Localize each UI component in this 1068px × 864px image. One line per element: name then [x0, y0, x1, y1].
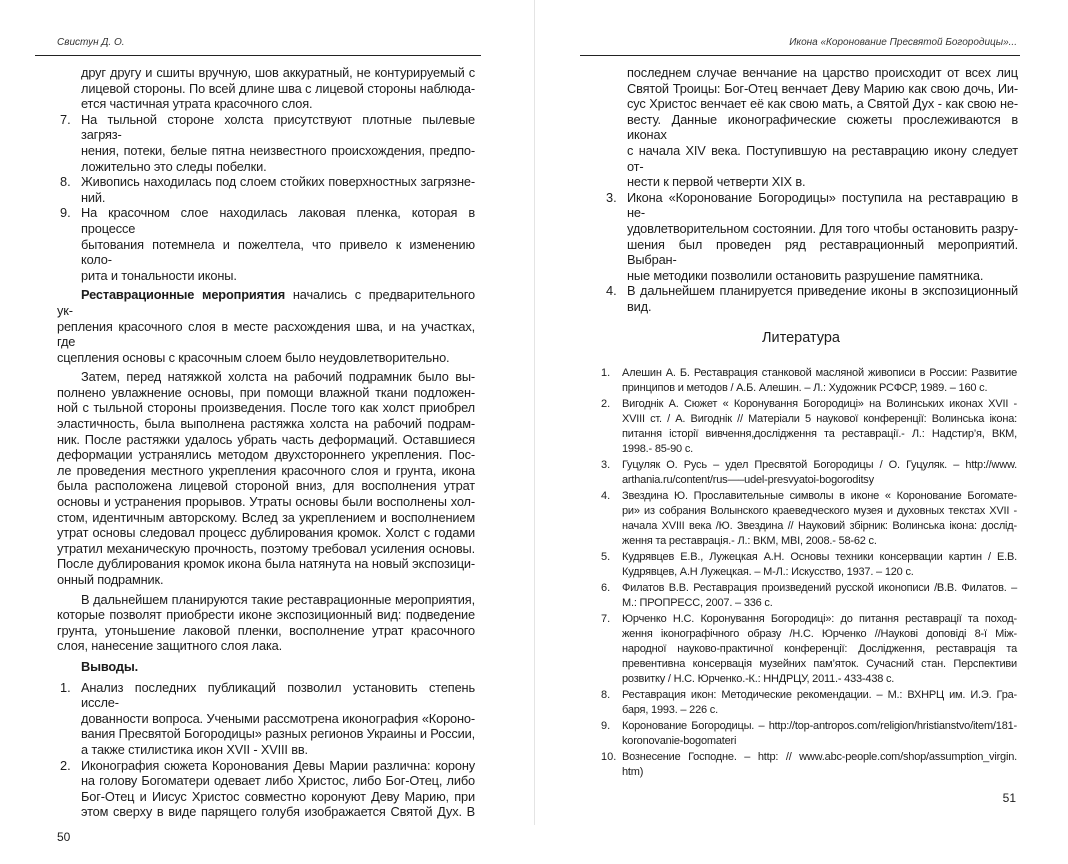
text-line: Юрченко Н.С. Коронування Богородиці»: до питання реставрації та поход-	[622, 612, 1017, 625]
text-line: ний.	[81, 189, 106, 205]
text-line: Икона «Коронование Богородицы» поступила на реставрацию в не-	[627, 189, 1018, 221]
text-line: баря, 1993. – 226 с.	[622, 703, 718, 716]
text-line: ется частичная утрата красочного слоя.	[81, 96, 313, 112]
right-page	[534, 0, 1068, 825]
text-line: Кудрявцев Е.В., Лужецкая А.Н. Основы техники консервации картин / Е.В.	[622, 550, 1017, 563]
text-line: народної науково-практичної конференції: Дослідження, реставрація та	[622, 642, 1017, 655]
left-body-text	[57, 65, 475, 820]
list-item	[57, 174, 475, 205]
bold-term: Реставрационные мероприятия	[81, 287, 286, 303]
list-number: 6.	[601, 581, 611, 594]
list-number: 4.	[606, 283, 617, 299]
list-number: 4.	[601, 489, 611, 502]
reference-item	[601, 397, 1017, 457]
text-line: ле проведения местного укрепления красочного слоя и грунта, икона	[57, 462, 475, 478]
text-line: Алешин А. Б. Реставрация станковой масляной живописи в России: Развитие	[622, 366, 1017, 379]
text-line: Гуцуляк О. Русь – удел Пресвятой Богородицы / О. Гуцуляк. – http://www.	[622, 458, 1017, 471]
text-line: Бог-Отец и Иисус Христос совместно коронуют Деву Марию, при	[81, 788, 475, 804]
reference-item	[601, 489, 1017, 549]
text-line: нести к первой четверти XIX в.	[627, 174, 806, 190]
text-line: Выводы.	[81, 658, 139, 674]
text-line: друг другу и сшиты вручную, шов аккуратный, не контурируемый с	[81, 65, 475, 80]
reference-item	[601, 550, 1017, 580]
text-line: полнено увлажнение основы, при помощи влажной ткани подложен-	[57, 384, 475, 400]
list-item	[603, 283, 1018, 314]
text-line: эластичность, была выполнена растяжка холста на рабочий подрам-	[57, 416, 475, 432]
text-line: ження іконографічного образу /Н.С. Юрченко //Наукові доповіді 8-ї Між-	[622, 627, 1017, 640]
list-item	[603, 190, 1018, 284]
text-line: основы и устранения прорывов. Утраты основы были восполнены хол-	[57, 494, 475, 510]
text-line: arthania.ru/content/rus—–udel-presvyatoi-bogoroditsy	[622, 473, 874, 486]
text-line: ри» из собрания Волынского краеведческого музея и духовных текстах XVII -	[622, 504, 1017, 517]
text-line: Живопись находилась под слоем стойких поверхностных загрязне-	[81, 174, 475, 190]
text-line: рита и тональности иконы.	[81, 267, 237, 283]
text-line: нения, потеки, белые пятна неизвестного происхождения, предпо-	[81, 142, 475, 158]
text-line: Филатов В.В. Реставрация произведений русской иконописи /В.В. Филатов. –	[622, 581, 1017, 594]
text-line: 1998.- 85-90 с.	[622, 442, 693, 455]
text-line: питання історії вивчення,дослідження та реставрації.- Л.: Надстир’я, ВКМ,	[622, 427, 1017, 440]
text-line: грунта, утоньшение лаковой пленки, восполнение утрат красочного	[57, 622, 475, 638]
reference-item	[601, 719, 1017, 749]
page-number: 51	[1002, 790, 1016, 805]
text-line: Святой Троицы: Бог-Отец венчает Деву Марию как свою дочь, Ии-	[627, 80, 1018, 96]
list-number: 1.	[60, 679, 71, 695]
reference-item	[601, 458, 1017, 488]
text-line: деформации устранялись методом двухстороннего укрепления. Пос-	[57, 447, 475, 463]
text-line: последнем случае венчание на царство происходит от всех лиц	[627, 65, 1018, 80]
text-line: вания Пресвятой Богородицы» разных регионов Украины и России,	[81, 726, 475, 742]
reference-item	[601, 581, 1017, 611]
text-line: удовлетворительном состоянии. Для того чтобы остановить разру-	[627, 220, 1018, 236]
list-number: 3.	[606, 189, 617, 205]
list-number: 1.	[601, 366, 611, 379]
text-line: сус Христос венчает её как свою мать, а Святой Дух - как свою не-	[627, 96, 1018, 112]
reference-item	[601, 366, 1017, 396]
literature-heading: Литература	[762, 329, 840, 346]
header-rule	[35, 55, 481, 56]
text-line: Звездина Ю. Прославительные символы в иконе « Коронование Богомате-	[622, 489, 1017, 502]
list-number: 9.	[60, 205, 71, 221]
list-number: 8.	[60, 174, 71, 190]
list-number: 5.	[601, 550, 611, 563]
list-number: 2.	[60, 757, 71, 773]
text-line: превентивна консервація музейних пам’яток. Сучасний стан. Перспективи	[622, 657, 1017, 670]
text-line: дованности вопроса. Учеными рассмотрена иконография «Короно-	[81, 710, 475, 726]
list-number: 2.	[601, 397, 611, 410]
running-header-title: Икона «Коронование Пресвятой Богородицы»...	[789, 37, 1017, 48]
text-line: Кудрявцев, А.Н Лужецкая. – М-Л.: Искусство, 1937. – 120 с.	[622, 565, 914, 578]
text-line: утрат основы следовал процесс дублирования кромок. Холст с годами	[57, 525, 475, 541]
text-line: После дублирования кромок икона была натянута на новый экспозици-	[57, 556, 475, 572]
text-line: На красочном слое находилась лаковая пленка, которая в процессе	[81, 205, 475, 236]
paragraph	[603, 65, 1018, 190]
text-line: Реставрация икон: Методические рекомендации. – М.: ВХНРЦ им. И.Э. Гра-	[622, 688, 1017, 701]
text-line: ложительно это следы побелки.	[81, 158, 267, 174]
text-line: ной с тыльной стороны произведения. После того как холст приобрел	[57, 400, 475, 416]
text-line: слоя, нанесение защитного слоя лака.	[57, 638, 283, 654]
list-number: 8.	[601, 688, 611, 701]
text-line: бытования потемнела и пожелтела, что привело к изменению коло-	[81, 236, 475, 268]
text-line: вид.	[627, 298, 652, 314]
text-line: Иконография сюжета Коронования Девы Марии различна: корону	[81, 757, 475, 773]
list-number: 9.	[601, 719, 611, 732]
text-line: стом, идентичным авторскому. Вслед за укреплением и восполнением	[57, 509, 475, 525]
text-line: XVIII ст. / А. Вигоднік // Матеріали 5 наукової конференції: Волинська ікона:	[622, 412, 1017, 425]
text-line: лицевой стороны. По всей длине шва с лицевой стороны наблюда-	[81, 80, 475, 96]
paragraph	[57, 592, 475, 654]
text-line: была расположена лицевой стороной вниз, для восполнения утрат	[57, 478, 475, 494]
paragraph	[57, 287, 475, 365]
text-line: принципов и методов / А.Б. Алешин. – Л.: Художник РСФСР, 1989. – 160 с.	[622, 381, 988, 394]
text-line: ження та реставрація.- Л.: ВКМ, МВІ, 2008.- 58-62 с.	[622, 534, 877, 547]
text-line: репления красочного слоя в месте расхождения шва, и на участках, где	[57, 318, 475, 350]
text-line: этом сверху в виде парящего голубя изображается Святой Дух. В	[81, 804, 475, 820]
list-number: 7.	[60, 111, 71, 127]
text-line: сцепления основы с красочным слоем было неудовлетворительно.	[57, 349, 450, 365]
text-line: на голову Богоматери одевает либо Христос, либо Бог-Отец, либо	[81, 773, 475, 789]
text-line: Коронование Богородицы. – http://top-antropos.com/religion/hristianstvo/item/181-	[622, 719, 1017, 732]
right-body-text	[603, 65, 1018, 315]
text-line: В дальнейшем планируется приведение иконы в экспозиционный	[627, 283, 1018, 299]
text-line: начала XVIII века /Ю. Звездина // Науковий збірник: Волинська ікона: дослід-	[622, 519, 1017, 532]
paragraph	[57, 65, 475, 112]
text-line	[57, 287, 475, 318]
text-line: онный подрамник.	[57, 572, 164, 587]
text-line: В дальнейшем планируются такие реставрационные мероприятия,	[81, 591, 475, 607]
reference-item	[601, 612, 1017, 687]
text-line: ник. После растяжки удалось убрать часть деформаций. Оставшиеся	[57, 431, 475, 447]
text-line: весту. Данные иконографические сюжеты прослеживаются в иконах	[627, 111, 1018, 143]
running-header-author: Свистун Д. О.	[57, 37, 125, 48]
header-rule	[580, 55, 1020, 56]
text-line: шения был проведен ряд реставрационный мероприятий. Выбран-	[627, 236, 1018, 268]
text-line: Вознесение Господне. – http: // www.abc-people.com/shop/assumption_virgin.	[622, 750, 1017, 763]
reference-item	[601, 688, 1017, 718]
text-line: Анализ последних публикаций позволил установить степень иссле-	[81, 679, 475, 711]
text-run: начались с предварительного ук-	[57, 287, 475, 318]
text-line: розвитку / Н.С. Юрченко.-К.: ННДРЦУ, 2011.- 433-438 с.	[622, 672, 895, 685]
text-line: Вигоднік А. Сюжет « Коронування Богородиці» на Волинських иконах XVII -	[622, 397, 1017, 410]
reference-item	[601, 750, 1017, 780]
references-list	[601, 366, 1017, 781]
list-number: 10.	[601, 750, 617, 763]
list-item	[57, 680, 475, 758]
text-line: М.: ПРОПРЕСС, 2007. – 336 с.	[622, 596, 773, 609]
text-line: koronovanie-bogomateri	[622, 734, 737, 747]
paragraph	[57, 369, 475, 587]
list-item	[57, 758, 475, 820]
list-item	[57, 205, 475, 283]
page-number: 50	[57, 829, 71, 844]
text-line: утратил механическую прочность, поэтому требовал усиления основы.	[57, 540, 475, 556]
list-item	[57, 112, 475, 174]
text-line: Затем, перед натяжкой холста на рабочий подрамник было вы-	[81, 369, 475, 385]
list-number: 3.	[601, 458, 611, 471]
text-line: На тыльной стороне холста присутствуют плотные пылевые загряз-	[81, 111, 475, 143]
text-line: htm)	[622, 765, 644, 778]
text-line: ные методики позволили остановить разрушение памятника.	[627, 267, 984, 283]
text-line: которые позволят приобрести иконе экспозиционный вид: подведение	[57, 607, 475, 623]
list-number: 7.	[601, 612, 611, 625]
text-line: а также стилистика икон XVII - XVIII вв.	[81, 741, 308, 757]
section-heading	[57, 659, 475, 675]
text-line: с начала XIV века. Поступившую на реставрацию икону следует от-	[627, 142, 1018, 174]
